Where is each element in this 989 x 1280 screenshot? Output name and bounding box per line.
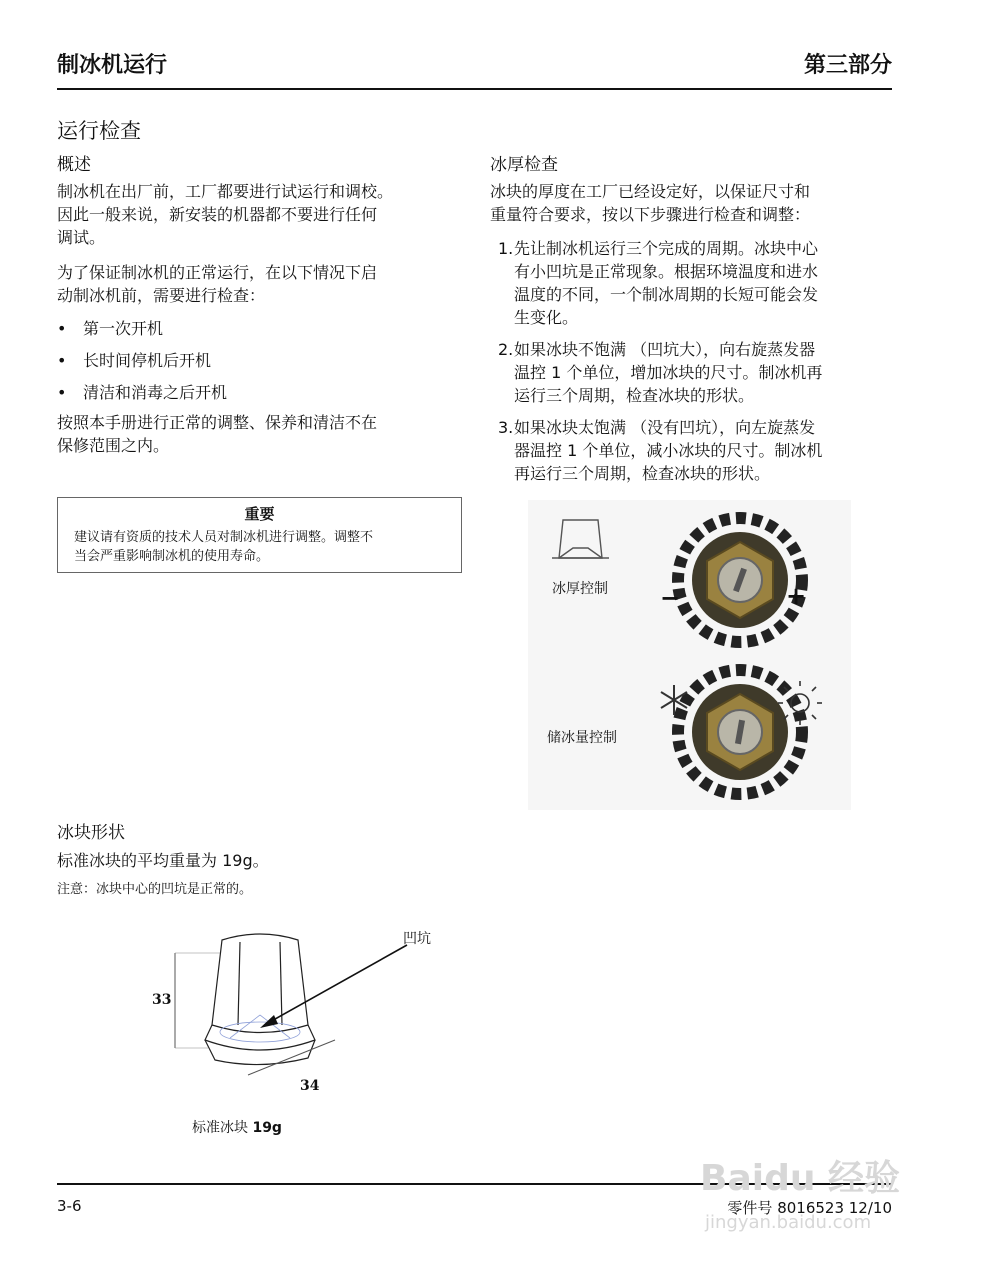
baidu-watermark: Baidu 经验 <box>700 1158 901 1199</box>
bin-control-label: 储冰量控制 <box>547 730 617 746</box>
header-rule <box>57 88 892 90</box>
overview-paragraph-2: 为了保证制冰机的正常运行，在以下情况下启 动制冰机前，需要进行检查： <box>57 263 378 305</box>
plus-sign: + <box>786 582 807 610</box>
thickness-check-title: 冰厚检查 <box>490 155 558 175</box>
dimple-label: 凹坑 <box>403 931 431 947</box>
important-box <box>57 497 462 573</box>
overview-paragraph-1: 制冰机在出厂前，工厂都要进行试运行和调校。 因此一般来说，新安装的机器都不要进行任何 调试。 <box>57 182 394 247</box>
watermark-url: jingyan.baidu.com <box>705 1212 872 1233</box>
ice-thickness-icon <box>552 520 609 558</box>
ice-cube-figure <box>152 920 460 1100</box>
header-left: 制冰机运行 <box>57 53 168 78</box>
steps-list <box>498 237 890 485</box>
overview-paragraph-3: 按照本手册进行正常的调整、保养和清洁不在 保修范围之内。 <box>57 413 378 455</box>
important-text: 建议请有资质的技术人员对制冰机进行调整。调整不 当会严重影响制冰机的使用寿命。 <box>74 530 374 564</box>
cube-note: 注意：冰块中心的凹坑是正常的。 <box>57 882 253 897</box>
minus-sign: − <box>660 584 681 612</box>
important-title: 重要 <box>244 505 275 523</box>
bullet-item: • 长时间停机后开机 <box>57 351 212 370</box>
control-photo-drawing <box>528 500 851 810</box>
thickness-intro: 冰块的厚度在工厂已经设定好，以保证尺寸和 重量符合要求，按以下步骤进行检查和调整： <box>490 182 811 224</box>
section-title: 运行检查 <box>57 119 141 143</box>
header-right: 第三部分 <box>803 53 892 78</box>
width-dimension-label: 34 <box>300 1078 320 1094</box>
bullet-item: • 清洁和消毒之后开机 <box>57 383 228 402</box>
cube-caption: 标准冰块 19g <box>192 1120 282 1136</box>
cube-shape-text: 标准冰块的平均重量为 19g。 <box>57 851 269 870</box>
thickness-control-label: 冰厚控制 <box>552 581 608 597</box>
height-dimension-label: 33 <box>152 992 172 1008</box>
step-item: 3. 如果冰块太饱满 （没有凹坑），向左旋蒸发 器温控 1 个单位，减小冰块的尺寸。制冰机 再运行三个周期，检查冰块的形状。 <box>498 418 823 483</box>
bullet-item: • 第一次开机 <box>57 319 164 338</box>
cube-shape-title: 冰块形状 <box>57 823 125 843</box>
step-item: 1. 先让制冰机运行三个完成的周期。冰块中心 有小凹坑是正常现象。根据环境温度和进水 温度的不同，一个制冰周期的长短可能会发 生变化。 <box>498 239 819 327</box>
step-item: 2. 如果冰块不饱满 （凹坑大），向右旋蒸发器 温控 1 个单位，增加冰块的尺寸。制冰机再 运行三个周期，检查冰块的形状。 <box>498 340 823 405</box>
overview-title: 概述 <box>57 155 91 175</box>
page-number: 3-6 <box>57 1197 82 1215</box>
part-number: 零件号 8016523 12/10 <box>727 1199 892 1217</box>
control-photo <box>528 500 851 810</box>
